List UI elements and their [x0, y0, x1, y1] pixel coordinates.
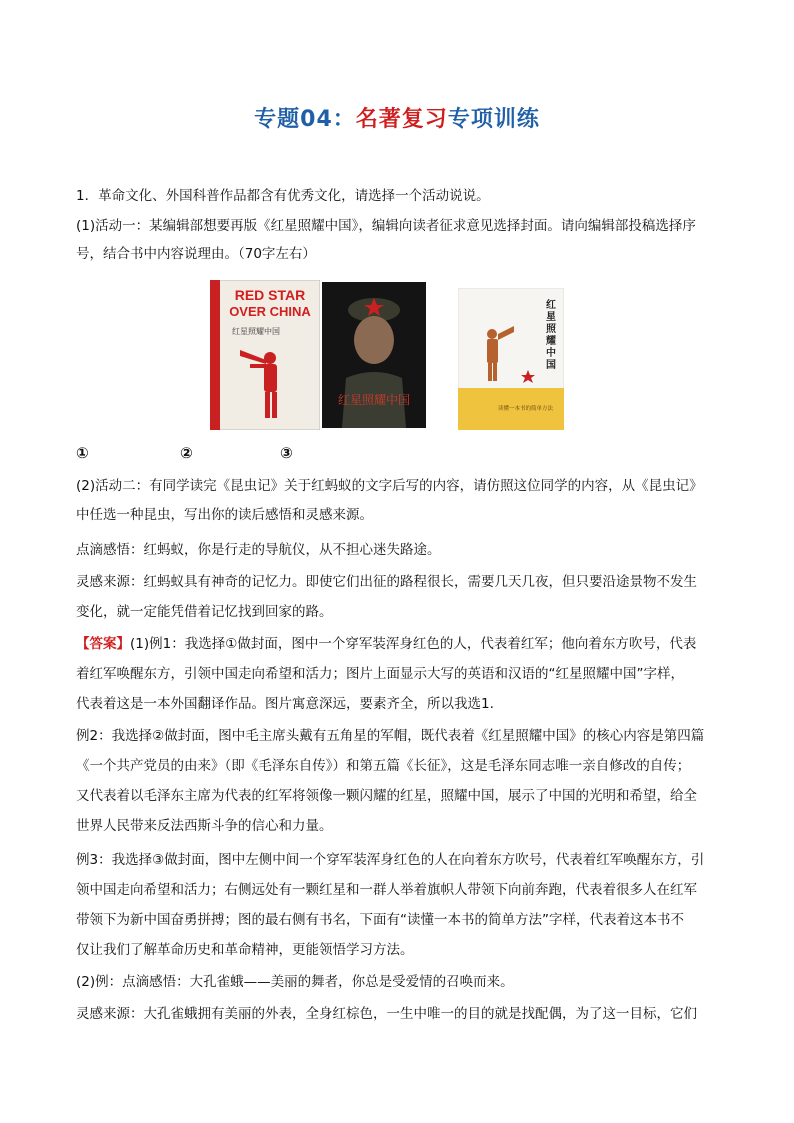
answer-3-line-4: 仅让我们了解革命历史和革命精神，更能领悟学习方法。	[76, 942, 414, 958]
cover-3-vertical-title: 红星照耀中国	[546, 300, 556, 371]
cover-1-en-title-2: OVER CHINA	[229, 304, 311, 319]
activity-2-line-4: 灵感来源：红蚂蚁具有神奇的记忆力。即使它们出征的路程很长，需要几天几夜，但只要沿途景物不发生	[76, 574, 697, 590]
activity-2-line-2: 中任选一种昆虫，写出你的读后感悟和灵感来源。	[76, 507, 373, 523]
activity-1-line-2: 号，结合书中内容说理由。（70字左右）	[76, 246, 316, 262]
page-title	[0, 102, 794, 133]
title-part3: 专项训练	[447, 107, 540, 132]
cover-option-3	[458, 288, 564, 430]
book-covers	[210, 280, 580, 430]
activity-1-line-1: (1)活动一：某编辑部想要再版《红星照耀中国》，编辑向读者征求意见选择封面。请向编辑部投稿选择序	[76, 218, 696, 234]
answer-2-line-1: 例2：我选择②做封面，图中毛主席头戴有五角星的军帽，既代表着《红星照耀中国》的核心内容是第四篇	[76, 728, 705, 744]
activity-2-line-5: 变化，就一定能凭借着记忆找到回家的路。	[76, 604, 333, 620]
cover-3-subtitle: 读懂一本书的简单方法	[498, 406, 554, 412]
answer-3-line-2: 领中国走向希望和活力；右侧远处有一颗红星和一群人举着旗帜人带领下向前奔跑，代表着很多人在红军	[76, 882, 697, 898]
answer-3-line-3: 带领下为新中国奋勇拼搏；图的最右侧有书名，下面有“读懂一本书的简单方法”字样，代表着这本书不	[76, 912, 684, 928]
title-part2: 名著复习	[355, 107, 448, 132]
answer-b-line-1: (2)例：点滴感悟：大孔雀蛾——美丽的舞者，你总是受爱情的召唤而来。	[76, 974, 514, 990]
cover-option-2	[322, 282, 426, 428]
cover-1-en-title-1: RED STAR	[234, 287, 306, 303]
marker-1: ①	[76, 444, 89, 462]
cover-2-cn-title: 红星照耀中国	[337, 393, 411, 407]
activity-2-line-3: 点滴感悟：红蚂蚁，你是行走的导航仪，从不担心迷失路途。	[76, 542, 441, 558]
title-part1: 专题04：	[254, 107, 356, 132]
answer-1-text-1: (1)例1：我选择①做封面，图中一个穿军装浑身红色的人，代表着红军；他向着东方吹号，代表	[130, 636, 697, 652]
answer-3-line-1: 例3：我选择③做封面，图中左侧中间一个穿军装浑身红色的人在向着东方吹号，代表着红军唤醒东方，引	[76, 852, 705, 868]
answer-2-line-4: 世界人民带来反法西斯斗争的信心和力量。	[76, 818, 333, 834]
answer-tag: 【答案】	[76, 636, 130, 652]
activity-2-line-1: (2)活动二：有同学读完《昆虫记》关于红蚂蚁的文字后写的内容，请仿照这位同学的内容，从《昆虫记》	[76, 478, 703, 494]
answer-1-line-2: 着红军唤醒东方，引领中国走向希望和活力；图片上面显示大写的英语和汉语的“红星照耀中国”字样，	[76, 666, 684, 682]
answer-1-line-1	[76, 630, 726, 658]
answer-1-line-3: 代表着这是一本外国翻译作品。图片寓意深远，要素齐全，所以我选1.	[76, 696, 494, 712]
answer-2-line-2: 《一个共产党员的由来》（即《毛泽东自传》）和第五篇《长征》，这是毛泽东同志唯一亲自修改的自传；	[76, 758, 691, 774]
question-1-stem: 1．革命文化、外国科普作品都含有优秀文化，请选择一个活动说说。	[76, 188, 490, 204]
cover-option-1	[210, 280, 320, 430]
marker-3: ③	[280, 444, 293, 462]
answer-b-line-2: 灵感来源：大孔雀蛾拥有美丽的外表，全身红棕色，一生中唯一的目的就是找配偶，为了这一目标，它们	[76, 1006, 697, 1022]
marker-2: ②	[180, 444, 193, 462]
answer-2-line-3: 又代表着以毛泽东主席为代表的红军将领像一颗闪耀的红星，照耀中国，展示了中国的光明和希望，给全	[76, 788, 697, 804]
cover-1-cn-title: 红星照耀中国	[232, 327, 280, 336]
